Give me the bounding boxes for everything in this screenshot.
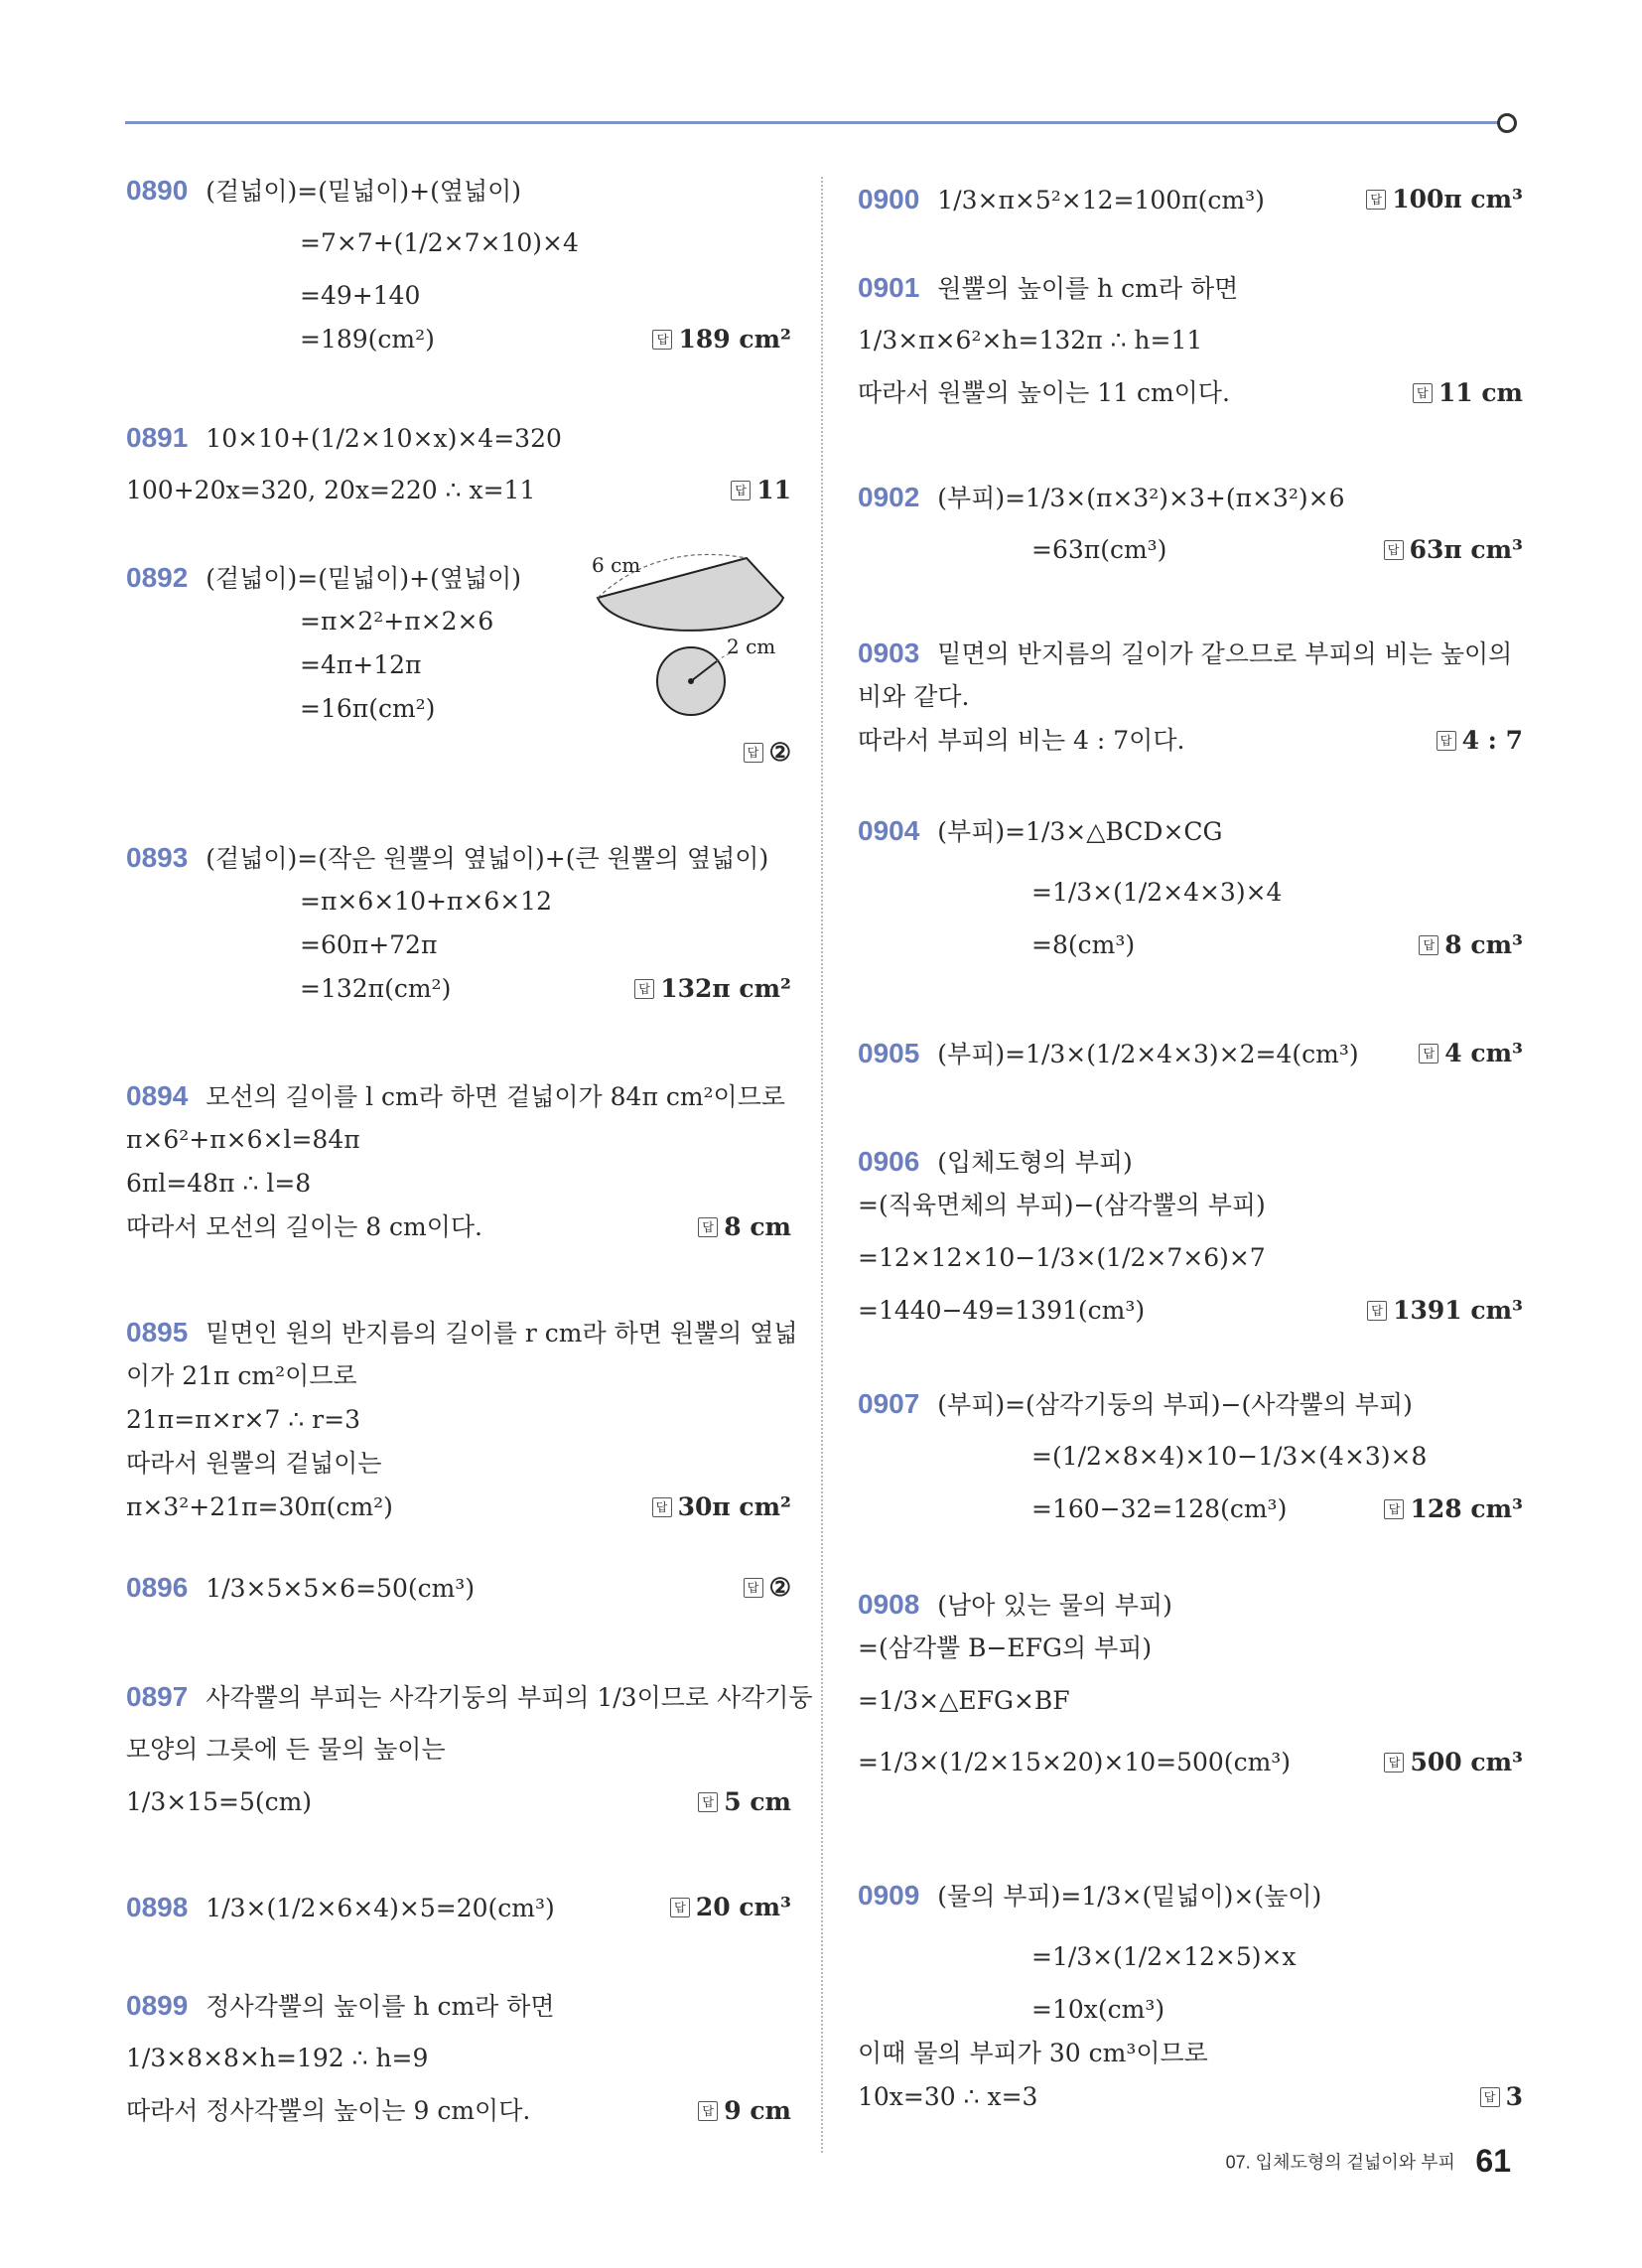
problem-0908 bbox=[858, 1583, 1523, 1793]
solution-line bbox=[858, 719, 1523, 763]
answer-icon: 답 bbox=[698, 1217, 718, 1237]
solution-line bbox=[858, 1627, 1523, 1670]
problem-0907 bbox=[858, 1382, 1523, 1531]
page-footer bbox=[1226, 2143, 1511, 2180]
solution-text: (겉넓이)=(작은 원뿔의 옆넓이)+(큰 원뿔의 옆넓이) bbox=[205, 844, 769, 873]
solution-text: (부피)=(삼각기둥의 부피)−(사각뿔의 부피) bbox=[937, 1390, 1413, 1419]
answer bbox=[1480, 2075, 1523, 2119]
problem-0906 bbox=[858, 1140, 1523, 1333]
answer-value: ② bbox=[768, 1573, 791, 1602]
answer-icon: 답 bbox=[1413, 383, 1433, 403]
solution-line bbox=[126, 274, 791, 318]
problem-0909 bbox=[858, 1865, 1523, 2119]
solution-line bbox=[126, 967, 791, 1011]
answer bbox=[698, 2089, 791, 2133]
answer-value: 189 cm² bbox=[678, 325, 791, 354]
problem-number: 0904 bbox=[858, 815, 920, 846]
solution-text: 1/3×8×8×h=192 ∴ h=9 bbox=[126, 2044, 429, 2072]
solution-line bbox=[126, 1666, 813, 1728]
solution-line bbox=[126, 407, 791, 469]
section-title: 07. 입체도형의 겉넓이와 부피 bbox=[1225, 2152, 1455, 2173]
solution-text: =1/3×△EFG×BF bbox=[858, 1686, 1070, 1715]
answer-icon: 답 bbox=[1480, 2087, 1500, 2107]
solution-line bbox=[126, 2028, 791, 2089]
answer bbox=[1419, 1023, 1523, 1084]
answer bbox=[744, 1557, 791, 1619]
solution-text: =60π+72π bbox=[300, 930, 438, 959]
solution-text: 따라서 모선의 길이는 8 cm이다. bbox=[126, 1212, 482, 1241]
solution-line bbox=[858, 310, 1523, 371]
answer-icon: 답 bbox=[744, 743, 763, 763]
problem-number: 0905 bbox=[858, 1038, 920, 1068]
solution-line bbox=[858, 528, 1523, 572]
solution-text: =10x(cm³) bbox=[1031, 1995, 1165, 2024]
cone-net-figure bbox=[588, 550, 786, 749]
problem-number: 0908 bbox=[858, 1589, 920, 1620]
solution-text: 1/3×(1/2×6×4)×5=20(cm³) bbox=[205, 1894, 555, 1922]
solution-text: =1/3×(1/2×4×3)×4 bbox=[1031, 878, 1283, 907]
solution-text: =π×6×10+π×6×12 bbox=[300, 887, 552, 916]
solution-line bbox=[858, 1670, 1523, 1732]
solution-line bbox=[858, 1426, 1523, 1488]
solution-text: =12×12×10−1/3×(1/2×7×6)×7 bbox=[858, 1243, 1266, 1272]
answer bbox=[698, 1772, 791, 1833]
solution-line bbox=[126, 1984, 791, 2028]
solution-line bbox=[858, 800, 1523, 862]
answer-icon: 답 bbox=[652, 1497, 672, 1517]
solution-line bbox=[858, 266, 1523, 310]
column-divider bbox=[821, 177, 823, 2153]
solution-line bbox=[126, 318, 791, 361]
answer-value: 4 : 7 bbox=[1461, 726, 1523, 755]
solution-text: 정사각뿔의 높이를 h cm라 하면 bbox=[205, 1992, 555, 2021]
solution-text: =1/3×(1/2×15×20)×10=500(cm³) bbox=[858, 1748, 1292, 1776]
solution-text: 10x=30 ∴ x=3 bbox=[858, 2082, 1038, 2111]
answer-icon: 답 bbox=[698, 1792, 718, 1812]
solution-text: =63π(cm³) bbox=[1031, 535, 1167, 564]
solution-line bbox=[858, 1289, 1523, 1333]
solution-text: =π×2²+π×2×6 bbox=[300, 607, 494, 636]
answer bbox=[652, 318, 791, 361]
solution-line bbox=[858, 1140, 1523, 1184]
problem-0902 bbox=[858, 467, 1523, 572]
solution-line bbox=[858, 675, 1523, 719]
answer bbox=[670, 1877, 791, 1938]
problem-number: 0894 bbox=[126, 1080, 189, 1111]
answer-value: 8 cm³ bbox=[1444, 930, 1523, 959]
solution-text: (물의 부피)=1/3×(밑넓이)×(높이) bbox=[937, 1882, 1322, 1911]
solution-text: 6πl=48π ∴ l=8 bbox=[126, 1169, 312, 1198]
solution-line bbox=[858, 1184, 1523, 1227]
answer-value: 63π cm³ bbox=[1409, 535, 1523, 564]
solution-line bbox=[126, 2089, 791, 2133]
solution-text: 사각뿔의 부피는 사각기둥의 부피의 1/3이므로 사각기둥 bbox=[205, 1683, 813, 1712]
page-number: 61 bbox=[1475, 2143, 1511, 2179]
problem-number: 0892 bbox=[126, 562, 189, 593]
solution-line bbox=[858, 1488, 1523, 1531]
answer bbox=[731, 469, 791, 512]
solution-line bbox=[126, 836, 791, 880]
solution-text: 10×10+(1/2×10×x)×4=320 bbox=[205, 424, 562, 453]
solution-line bbox=[858, 1732, 1523, 1793]
slant-label: 6 cm bbox=[592, 553, 641, 577]
solution-line bbox=[126, 1442, 791, 1486]
problem-0897 bbox=[126, 1666, 813, 1833]
solution-line bbox=[858, 862, 1523, 923]
problem-number: 0909 bbox=[858, 1880, 920, 1911]
solution-text: (부피)=1/3×(π×3²)×3+(π×3²)×6 bbox=[937, 484, 1345, 512]
solution-line bbox=[126, 1162, 791, 1205]
problem-0896 bbox=[126, 1557, 791, 1619]
problem-0901 bbox=[858, 266, 1523, 415]
solution-line bbox=[858, 1988, 1523, 2032]
header-rule bbox=[125, 121, 1505, 124]
answer bbox=[1384, 528, 1523, 572]
answer-icon: 답 bbox=[652, 330, 672, 350]
problem-number: 0890 bbox=[126, 175, 189, 206]
answer bbox=[1366, 169, 1523, 230]
answer-icon: 답 bbox=[698, 2101, 718, 2121]
solution-text: =132π(cm²) bbox=[300, 974, 452, 1003]
problem-number: 0907 bbox=[858, 1388, 920, 1419]
problem-number: 0901 bbox=[858, 272, 920, 303]
answer bbox=[1437, 719, 1523, 763]
answer-value: 30π cm² bbox=[677, 1492, 791, 1521]
solution-text: 100+20x=320, 20x=220 ∴ x=11 bbox=[126, 476, 536, 504]
answer-value: 128 cm³ bbox=[1410, 1494, 1523, 1523]
solution-text: =7×7+(1/2×7×10)×4 bbox=[300, 228, 579, 257]
solution-line bbox=[858, 923, 1523, 967]
answer-value: ② bbox=[768, 738, 791, 767]
solution-text: 모양의 그릇에 든 물의 높이는 bbox=[126, 1735, 446, 1764]
solution-line bbox=[858, 632, 1523, 675]
answer-icon: 답 bbox=[634, 979, 654, 999]
solution-text: =(삼각뿔 B−EFG의 부피) bbox=[858, 1633, 1153, 1662]
answer-icon: 답 bbox=[1384, 540, 1404, 560]
solution-text: 이가 21π cm²이므로 bbox=[126, 1361, 357, 1390]
solution-text: 밑면의 반지름의 길이가 같으므로 부피의 비는 높이의 bbox=[937, 639, 1513, 668]
solution-text: =(직육면체의 부피)−(삼각뿔의 부피) bbox=[858, 1191, 1266, 1219]
answer-value: 1391 cm³ bbox=[1393, 1296, 1523, 1325]
solution-text: π×6²+π×6×l=84π bbox=[126, 1125, 360, 1154]
problem-number: 0896 bbox=[126, 1572, 189, 1603]
problem-number: 0897 bbox=[126, 1681, 189, 1712]
solution-text: =189(cm²) bbox=[300, 325, 435, 354]
solution-line bbox=[126, 169, 791, 213]
solution-line bbox=[126, 923, 791, 967]
solution-line bbox=[126, 1311, 798, 1354]
solution-line bbox=[858, 1382, 1523, 1426]
answer-value: 3 bbox=[1505, 2082, 1523, 2111]
solution-line bbox=[858, 371, 1523, 415]
solution-text: 1/3×π×5²×12=100π(cm³) bbox=[937, 186, 1265, 214]
solution-line bbox=[858, 2075, 1523, 2119]
solution-text: =(1/2×8×4)×10−1/3×(4×3)×8 bbox=[1031, 1442, 1428, 1471]
solution-text: 따라서 원뿔의 겉넓이는 bbox=[126, 1449, 382, 1478]
solution-line bbox=[858, 1926, 1523, 1988]
answer bbox=[1384, 1488, 1523, 1531]
solution-text: =1/3×(1/2×12×5)×x bbox=[1031, 1942, 1297, 1971]
solution-line bbox=[126, 1728, 791, 1772]
header-rule-dot bbox=[1497, 113, 1517, 133]
solution-line bbox=[126, 1118, 791, 1162]
answer-icon: 답 bbox=[744, 1578, 763, 1598]
solution-text: 1/3×π×6²×h=132π ∴ h=11 bbox=[858, 326, 1203, 354]
solution-line bbox=[126, 1557, 791, 1619]
solution-text: =160−32=128(cm³) bbox=[1031, 1494, 1288, 1523]
problem-0890 bbox=[126, 169, 791, 361]
answer-icon: 답 bbox=[1384, 1753, 1404, 1772]
solution-text: =49+140 bbox=[300, 281, 421, 310]
solution-text: 따라서 정사각뿔의 높이는 9 cm이다. bbox=[126, 2096, 531, 2125]
solution-line bbox=[858, 467, 1523, 528]
solution-line bbox=[126, 1772, 791, 1833]
answer-value: 9 cm bbox=[724, 2096, 791, 2125]
problem-0895 bbox=[126, 1311, 798, 1529]
solution-line bbox=[126, 1205, 791, 1249]
solution-line bbox=[126, 1398, 791, 1442]
problem-number: 0906 bbox=[858, 1146, 920, 1177]
solution-line bbox=[858, 2032, 1523, 2075]
solution-text: =4π+12π bbox=[300, 650, 422, 679]
solution-text: 원뿔의 높이를 h cm라 하면 bbox=[937, 274, 1239, 303]
answer-icon: 답 bbox=[1419, 1044, 1438, 1063]
answer-value: 5 cm bbox=[724, 1787, 791, 1816]
answer bbox=[634, 967, 791, 1011]
solution-text: (겉넓이)=(밑넓이)+(옆넓이) bbox=[205, 564, 522, 593]
answer-icon: 답 bbox=[1367, 1301, 1387, 1321]
solution-text: 따라서 부피의 비는 4 : 7이다. bbox=[858, 726, 1185, 755]
solution-text: π×3²+21π=30π(cm²) bbox=[126, 1492, 393, 1521]
problem-0891 bbox=[126, 407, 791, 512]
solution-line bbox=[126, 1877, 791, 1938]
answer-icon: 답 bbox=[731, 481, 751, 500]
answer-icon: 답 bbox=[1437, 731, 1456, 751]
problem-number: 0899 bbox=[126, 1990, 189, 2021]
answer bbox=[1413, 371, 1523, 415]
solution-text: (겉넓이)=(밑넓이)+(옆넓이) bbox=[205, 177, 522, 206]
answer bbox=[652, 1486, 791, 1529]
problem-number: 0895 bbox=[126, 1317, 189, 1347]
solution-text: 1/3×15=5(cm) bbox=[126, 1787, 313, 1816]
problem-0904 bbox=[858, 800, 1523, 967]
solution-text: 비와 같다. bbox=[858, 682, 970, 711]
problem-number: 0891 bbox=[126, 422, 189, 453]
solution-line bbox=[858, 1023, 1523, 1084]
problem-number: 0898 bbox=[126, 1892, 189, 1922]
answer-value: 20 cm³ bbox=[695, 1893, 791, 1921]
problem-0900 bbox=[858, 169, 1523, 230]
solution-line bbox=[858, 1227, 1523, 1289]
answer bbox=[1419, 923, 1523, 967]
solution-text: (부피)=1/3×(1/2×4×3)×2=4(cm³) bbox=[937, 1040, 1359, 1068]
answer-value: 11 bbox=[756, 476, 791, 504]
problem-number: 0900 bbox=[858, 184, 920, 214]
problem-0903 bbox=[858, 632, 1523, 763]
solution-line bbox=[858, 1865, 1523, 1926]
answer-value: 500 cm³ bbox=[1410, 1748, 1523, 1776]
answer-value: 11 cm bbox=[1437, 378, 1523, 407]
solution-line bbox=[126, 1486, 791, 1529]
answer bbox=[1384, 1732, 1523, 1793]
solution-text: =1440−49=1391(cm³) bbox=[858, 1296, 1146, 1325]
solution-text: (부피)=1/3×△BCD×CG bbox=[937, 817, 1223, 846]
radius-label: 2 cm bbox=[727, 635, 776, 658]
problem-0898 bbox=[126, 1877, 791, 1938]
problem-number: 0893 bbox=[126, 842, 189, 873]
answer-value: 8 cm bbox=[724, 1212, 791, 1241]
answer-value: 100π cm³ bbox=[1392, 185, 1523, 213]
answer-icon: 답 bbox=[1384, 1499, 1404, 1519]
answer-icon: 답 bbox=[670, 1898, 690, 1917]
answer-icon: 답 bbox=[1419, 935, 1438, 955]
solution-text: 밑면인 원의 반지름의 길이를 r cm라 하면 원뿔의 옆넓 bbox=[205, 1319, 798, 1347]
answer-value: 132π cm² bbox=[660, 974, 791, 1003]
solution-line bbox=[126, 880, 791, 923]
solution-line bbox=[126, 1354, 791, 1398]
solution-text: (입체도형의 부피) bbox=[937, 1148, 1133, 1177]
solution-text: 따라서 원뿔의 높이는 11 cm이다. bbox=[858, 378, 1230, 407]
solution-line bbox=[858, 169, 1523, 230]
solution-text: 1/3×5×5×6=50(cm³) bbox=[205, 1574, 476, 1603]
solution-line bbox=[126, 469, 791, 512]
problem-0893 bbox=[126, 836, 791, 1011]
problem-0892 bbox=[126, 553, 791, 775]
solution-text: 이때 물의 부피가 30 cm³이므로 bbox=[858, 2039, 1208, 2067]
solution-line bbox=[126, 213, 791, 274]
solution-line bbox=[126, 1074, 791, 1118]
answer bbox=[698, 1205, 791, 1249]
solution-line bbox=[858, 1583, 1523, 1627]
solution-text: 21π=π×r×7 ∴ r=3 bbox=[126, 1405, 360, 1434]
answer-icon: 답 bbox=[1366, 190, 1386, 210]
answer bbox=[1367, 1289, 1523, 1333]
problem-0905 bbox=[858, 1023, 1523, 1084]
problem-0894 bbox=[126, 1074, 791, 1249]
solution-text: (남아 있는 물의 부피) bbox=[937, 1591, 1172, 1620]
solution-text: =16π(cm²) bbox=[300, 694, 436, 723]
answer-value: 4 cm³ bbox=[1444, 1039, 1523, 1067]
problem-number: 0902 bbox=[858, 482, 920, 512]
problem-0899 bbox=[126, 1984, 791, 2133]
solution-text: =8(cm³) bbox=[1031, 930, 1136, 959]
solution-text: 모선의 길이를 l cm라 하면 겉넓이가 84π cm²이므로 bbox=[205, 1082, 786, 1111]
problem-number: 0903 bbox=[858, 638, 920, 668]
